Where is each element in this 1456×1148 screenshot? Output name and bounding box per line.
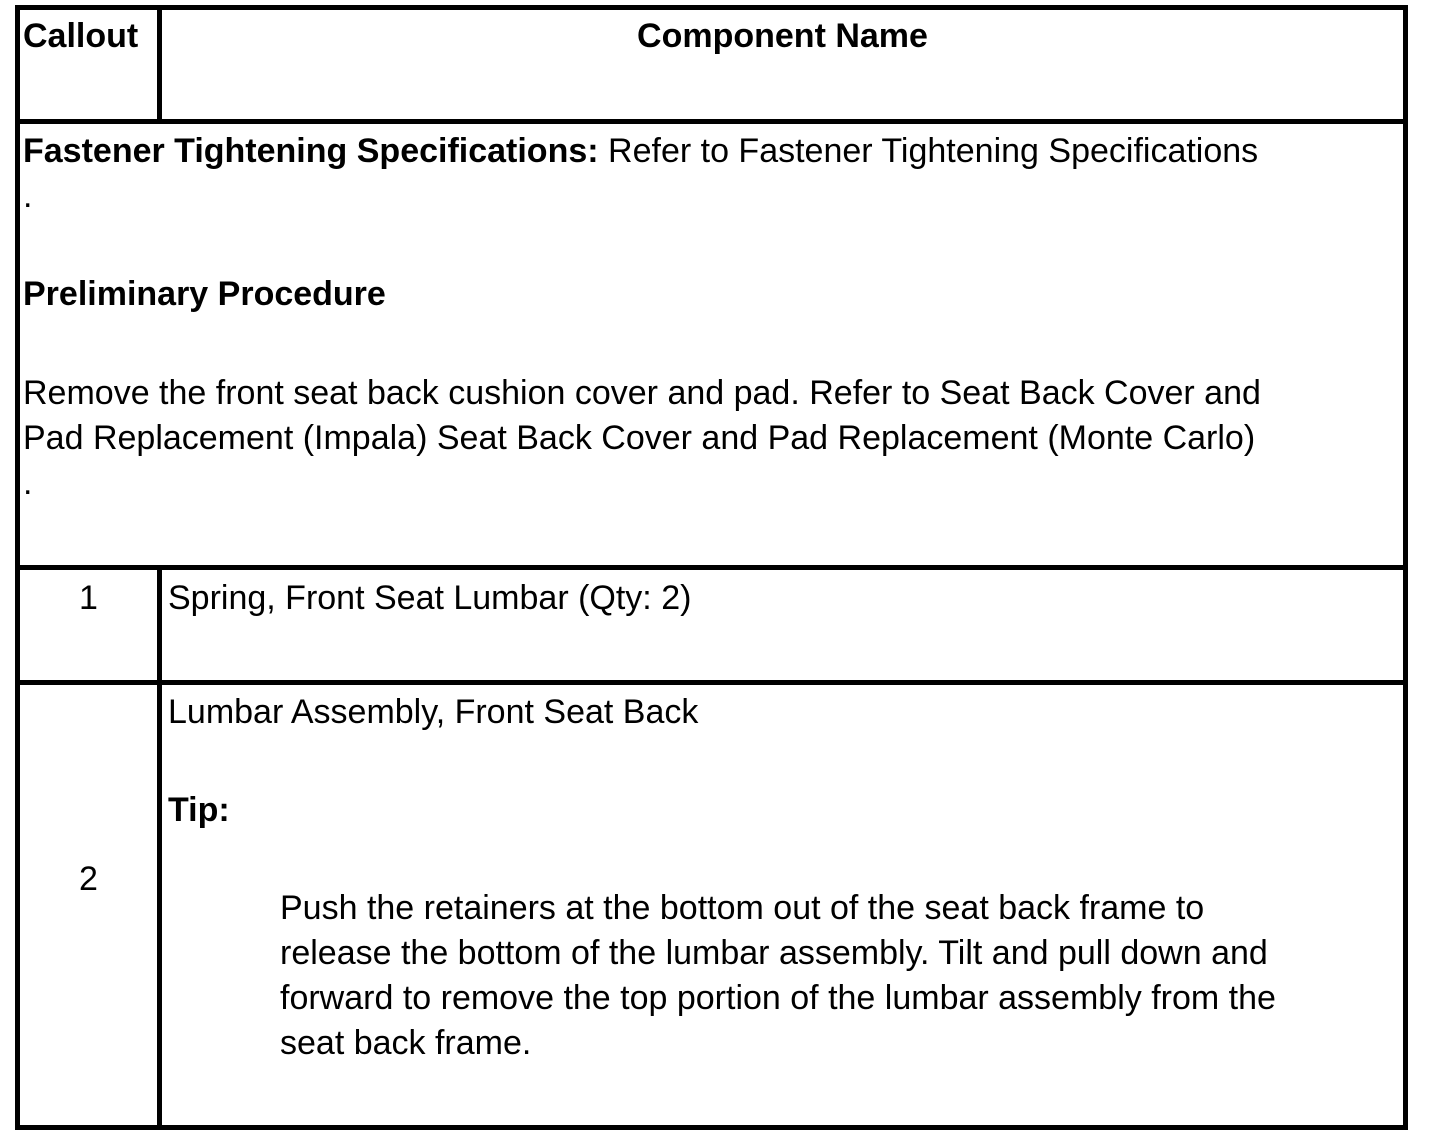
row-2-tip-label: Tip: — [168, 791, 230, 829]
fastener-specs-label: Fastener Tightening Specifications: — [23, 132, 599, 170]
row1-divider — [20, 680, 1403, 685]
component-name-header: Component Name — [637, 17, 928, 55]
fastener-specs-text: Refer to Fastener Tightening Specifications — [608, 132, 1259, 170]
row-2-callout: 2 — [79, 860, 98, 898]
header-divider — [20, 119, 1403, 124]
callout-header: Callout — [23, 17, 139, 55]
row-2-tip-line-4: seat back frame. — [280, 1024, 532, 1062]
preliminary-line-1: Remove the front seat back cushion cover and pad. Refer to Seat Back Cover and — [23, 374, 1261, 412]
preliminary-line-2: Pad Replacement (Impala) Seat Back Cover and Pad Replacement (Monte Carlo) — [23, 419, 1256, 457]
procedure-divider — [20, 565, 1403, 570]
row-2-tip-line-1: Push the retainers at the bottom out of the seat back frame to — [280, 889, 1205, 927]
row-1-component: Spring, Front Seat Lumbar (Qty: 2) — [168, 579, 692, 617]
row-2-tip-line-3: forward to remove the top portion of the lumbar assembly from the — [280, 979, 1276, 1017]
component-table — [15, 5, 1408, 1130]
fastener-specs-line — [23, 129, 1258, 174]
fastener-specs-period: . — [23, 177, 33, 215]
preliminary-period: . — [23, 464, 33, 502]
rows-column-divider — [157, 565, 162, 1125]
preliminary-procedure-heading: Preliminary Procedure — [23, 275, 386, 313]
row-1-callout: 1 — [79, 579, 98, 617]
row-2-component: Lumbar Assembly, Front Seat Back — [168, 693, 699, 731]
row-2-tip-line-2: release the bottom of the lumbar assembly. Tilt and pull down and — [280, 934, 1268, 972]
